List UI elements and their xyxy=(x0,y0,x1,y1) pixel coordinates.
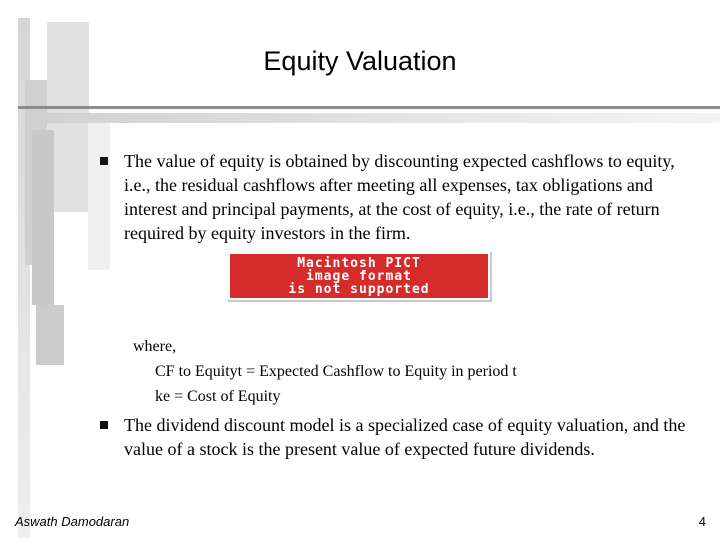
decorative-bar xyxy=(36,305,64,365)
placeholder-text-line: is not supported xyxy=(288,281,430,297)
unsupported-image-placeholder xyxy=(228,252,492,302)
bullet-text-equity-value: The value of equity is obtained by discounting expected cashflows to equity, i.e., the residual cashflows after meeting all expenses, tax obligations and interest and principal payments, at the cost of equity, i.e., the rate of return required by equity investors in the firm. xyxy=(124,151,675,243)
slide-title: Equity Valuation xyxy=(263,46,457,76)
page-number: 4 xyxy=(698,514,706,529)
definition-cost-of-equity: ke = Cost of Equity xyxy=(155,388,281,405)
where-label: where, xyxy=(133,338,177,355)
bullet-text-dividend-model: The dividend discount model is a specialized case of equity valuation, and the value of a stock is the present value of expected future dividends. xyxy=(124,415,686,459)
decorative-bar xyxy=(88,120,110,270)
bullet-square-icon xyxy=(100,157,108,165)
title-rule-shadow xyxy=(40,113,720,123)
footer-author: Aswath Damodaran xyxy=(15,514,130,529)
bullet-square-icon xyxy=(100,421,108,429)
decorative-bar xyxy=(32,130,54,305)
placeholder-text-line: Macintosh PICT xyxy=(297,255,421,271)
definition-cf-to-equity: CF to Equityt = Expected Cashflow to Equity in period t xyxy=(155,363,517,380)
title-rule xyxy=(18,106,720,109)
placeholder-text-line: image format xyxy=(306,268,412,284)
